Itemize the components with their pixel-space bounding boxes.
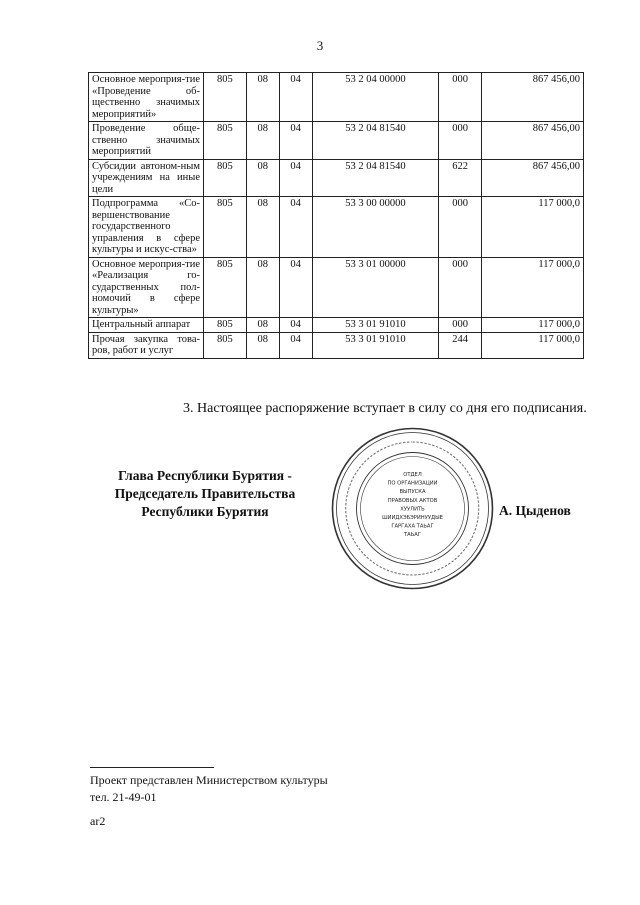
- budget-table-body: [89, 73, 584, 359]
- signatory-title-line: Глава Республики Бурятия -: [118, 468, 292, 483]
- target-article-cell: 53 2 04 00000: [312, 73, 439, 122]
- effective-clause: 3. Настоящее распоряжение вступает в силу со дня его подписания.: [183, 401, 587, 416]
- subsection-code-cell: 04: [279, 197, 312, 258]
- table-row: [89, 257, 584, 318]
- row-name-cell: Центральный аппарат: [89, 318, 204, 333]
- table-row: [89, 332, 584, 358]
- amount-cell: 867 456,00: [481, 122, 583, 160]
- target-article-cell: 53 2 04 81540: [312, 159, 439, 197]
- budget-table: [88, 72, 584, 359]
- target-article-cell: 53 3 01 91010: [312, 318, 439, 333]
- section-code-cell: 08: [246, 257, 279, 318]
- amount-cell: 117 000,0: [481, 257, 583, 318]
- amount-cell: 867 456,00: [481, 73, 583, 122]
- section-code-cell: 08: [246, 122, 279, 160]
- section-code-cell: 08: [246, 318, 279, 333]
- target-article-cell: 53 3 01 00000: [312, 257, 439, 318]
- amount-cell: 117 000,0: [481, 318, 583, 333]
- ministry-code-cell: 805: [204, 332, 247, 358]
- row-name-cell: Подпрограмма «Со-вершенствование государственного управления в сфере культуры и искус-ства»: [89, 197, 204, 258]
- section-code-cell: 08: [246, 197, 279, 258]
- official-seal-stamp: [330, 426, 495, 591]
- target-article-cell: 53 3 01 91010: [312, 332, 439, 358]
- seal-text-line: ОТДЕЛ: [403, 472, 422, 478]
- signatory-title-line: Председатель Правительства: [114, 486, 296, 501]
- expense-type-cell: 244: [439, 332, 482, 358]
- expense-type-cell: 000: [439, 318, 482, 333]
- table-row: [89, 159, 584, 197]
- expense-type-cell: 000: [439, 257, 482, 318]
- row-name-cell: Проведение обще-ственно значимых мероприятий: [89, 122, 204, 160]
- ministry-code-cell: 805: [204, 159, 247, 197]
- target-article-cell: 53 3 00 00000: [312, 197, 439, 258]
- subsection-code-cell: 04: [279, 122, 312, 160]
- subsection-code-cell: 04: [279, 73, 312, 122]
- seal-text-line: ТАЬАГ: [404, 532, 421, 539]
- ministry-code-cell: 805: [204, 73, 247, 122]
- table-row: [89, 318, 584, 333]
- table-row: [89, 197, 584, 258]
- row-name-cell: Субсидии автоном-ным учреждениям на иные цели: [89, 159, 204, 197]
- subsection-code-cell: 04: [279, 159, 312, 197]
- section-code-cell: 08: [246, 73, 279, 122]
- expense-type-cell: 000: [439, 122, 482, 160]
- footnote-author: Проект представлен Министерством культуры: [90, 773, 328, 787]
- target-article-cell: 53 2 04 81540: [312, 122, 439, 160]
- seal-text-line: ПО ОРГАНИЗАЦИИ: [387, 480, 438, 487]
- amount-cell: 117 000,0: [481, 332, 583, 358]
- row-name-cell: Прочая закупка това-ров, работ и услуг: [89, 332, 204, 358]
- signatory-name: А. Цыденов: [499, 503, 571, 518]
- ministry-code-cell: 805: [204, 122, 247, 160]
- seal-text-line: ШИИДХЭБЭРИНУУДЫЕ: [382, 515, 443, 521]
- row-name-cell: Основное мероприя-тие «Реализация го-сударственных пол-номочий в сфере культуры»: [89, 257, 204, 318]
- footnote-phone: тел. 21-49-01: [90, 790, 157, 804]
- seal-text-line: ВЫПУСКА: [399, 489, 426, 496]
- footnote-separator: [90, 767, 214, 768]
- page-number: 3: [316, 38, 324, 53]
- ministry-code-cell: 805: [204, 257, 247, 318]
- section-code-cell: 08: [246, 332, 279, 358]
- expense-type-cell: 622: [439, 159, 482, 197]
- table-row: [89, 122, 584, 160]
- ministry-code-cell: 805: [204, 318, 247, 333]
- amount-cell: 867 456,00: [481, 159, 583, 197]
- expense-type-cell: 000: [439, 73, 482, 122]
- subsection-code-cell: 04: [279, 318, 312, 333]
- subsection-code-cell: 04: [279, 257, 312, 318]
- expense-type-cell: 000: [439, 197, 482, 258]
- section-code-cell: 08: [246, 159, 279, 197]
- signatory-title: [60, 467, 350, 521]
- seal-text-line: ГАРГАХА ТАЬАГ: [391, 523, 434, 530]
- footnote-code: ar2: [90, 814, 106, 828]
- signatory-title-line: Республики Бурятия: [141, 504, 269, 519]
- seal-text-line: ХУУЛИТЬ: [400, 506, 425, 513]
- row-name-cell: Основное мероприя-тие «Проведение об-щественно значимых мероприятий»: [89, 73, 204, 122]
- ministry-code-cell: 805: [204, 197, 247, 258]
- amount-cell: 117 000,0: [481, 197, 583, 258]
- table-row: [89, 73, 584, 122]
- subsection-code-cell: 04: [279, 332, 312, 358]
- seal-text-line: ПРАВОВЫХ АКТОВ: [387, 497, 438, 504]
